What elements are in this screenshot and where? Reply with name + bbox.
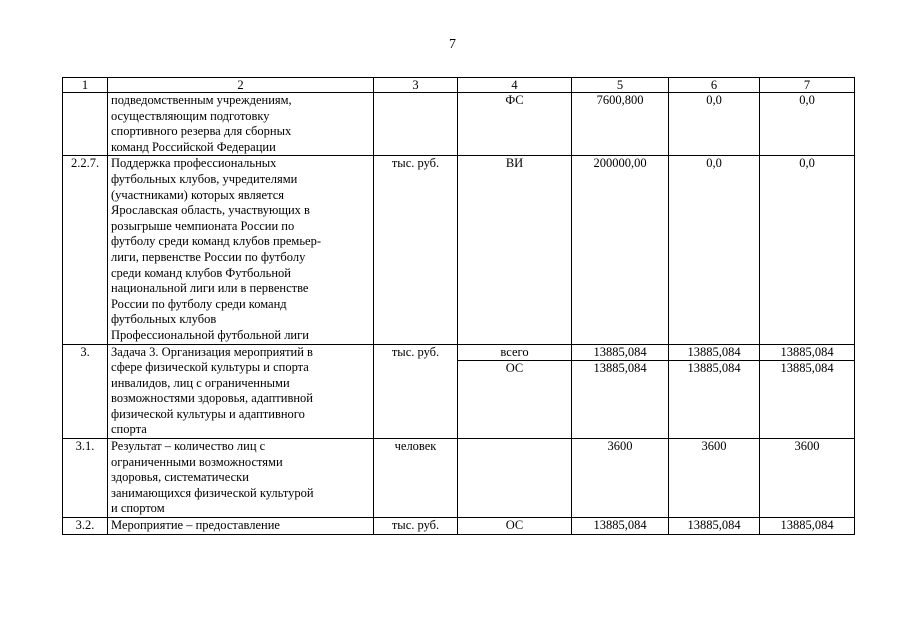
row-value-6: 13885,084 xyxy=(669,518,760,535)
description-line: занимающихся физической культурой xyxy=(111,485,314,500)
description-line: сфере физической культуры и спорта xyxy=(111,360,309,375)
description-line: среди команд клубов Футбольной xyxy=(111,265,291,280)
description-line: футболу среди команд клубов премьер- xyxy=(111,234,322,249)
table-row xyxy=(63,156,855,344)
row-description xyxy=(108,156,374,344)
row-unit: человек xyxy=(374,439,458,518)
row-unit: тыс. руб. xyxy=(374,518,458,535)
description-line: спорта xyxy=(111,422,147,437)
row-value-6: 3600 xyxy=(669,439,760,518)
column-header: 2 xyxy=(108,78,374,93)
table-row xyxy=(63,344,855,361)
row-value-5: 7600,800 xyxy=(572,93,669,156)
description-line: Мероприятие – предоставление xyxy=(111,518,280,533)
row-number: 3.1. xyxy=(63,439,108,518)
row-number xyxy=(63,93,108,156)
row-source: ВИ xyxy=(458,156,572,344)
column-header: 3 xyxy=(374,78,458,93)
row-number: 2.2.7. xyxy=(63,156,108,344)
row-source: ОС xyxy=(458,361,572,439)
row-description xyxy=(108,518,374,535)
row-value-5: 13885,084 xyxy=(572,344,669,361)
column-header: 6 xyxy=(669,78,760,93)
row-description xyxy=(108,344,374,439)
row-number: 3.2. xyxy=(63,518,108,535)
table-row xyxy=(63,518,855,535)
row-value-6: 13885,084 xyxy=(669,361,760,439)
description-line: Профессиональной футбольной лиги xyxy=(111,327,309,342)
description-line: Ярославская область, участвующих в xyxy=(111,203,310,218)
column-header: 4 xyxy=(458,78,572,93)
row-source: всего xyxy=(458,344,572,361)
row-value-5: 3600 xyxy=(572,439,669,518)
row-value-7: 13885,084 xyxy=(760,344,855,361)
description-line: подведомственным учреждениям, xyxy=(111,93,292,107)
description-line: Поддержка профессиональных xyxy=(111,156,277,171)
column-header: 1 xyxy=(63,78,108,93)
row-source xyxy=(458,439,572,518)
row-value-6: 0,0 xyxy=(669,93,760,156)
row-unit xyxy=(374,93,458,156)
row-source: ОС xyxy=(458,518,572,535)
description-line: России по футболу среди команд xyxy=(111,296,287,311)
description-line: физической культуры и адаптивного xyxy=(111,406,305,421)
row-unit: тыс. руб. xyxy=(374,156,458,344)
row-number: 3. xyxy=(63,344,108,439)
row-value-7: 0,0 xyxy=(760,93,855,156)
row-value-7: 13885,084 xyxy=(760,518,855,535)
row-value-5: 13885,084 xyxy=(572,518,669,535)
description-line: здоровья, систематически xyxy=(111,470,249,485)
row-source: ФС xyxy=(458,93,572,156)
row-value-7: 13885,084 xyxy=(760,361,855,439)
row-value-5: 13885,084 xyxy=(572,361,669,439)
table-header-row xyxy=(63,78,855,93)
description-line: футбольных клубов, учредителями xyxy=(111,171,298,186)
column-header: 5 xyxy=(572,78,669,93)
row-value-7: 0,0 xyxy=(760,156,855,344)
column-header: 7 xyxy=(760,78,855,93)
table-row xyxy=(63,439,855,518)
description-line: футбольных клубов xyxy=(111,312,217,327)
description-line: команд Российской Федерации xyxy=(111,139,276,154)
row-description xyxy=(108,439,374,518)
row-value-7: 3600 xyxy=(760,439,855,518)
description-line: осуществляющим подготовку xyxy=(111,108,270,123)
row-value-6: 13885,084 xyxy=(669,344,760,361)
description-line: национальной лиги или в первенстве xyxy=(111,281,309,296)
description-line: (участниками) которых является xyxy=(111,187,284,202)
description-line: возможностями здоровья, адаптивной xyxy=(111,391,313,406)
description-line: розыгрыше чемпионата России по xyxy=(111,218,295,233)
description-line: и спортом xyxy=(111,501,165,516)
description-line: Результат – количество лиц с xyxy=(111,439,266,454)
budget-table xyxy=(62,77,855,535)
description-line: спортивного резерва для сборных xyxy=(111,124,292,139)
row-value-6: 0,0 xyxy=(669,156,760,344)
row-description xyxy=(108,93,374,156)
table-row xyxy=(63,93,855,156)
page-number: 7 xyxy=(449,37,456,52)
description-line: ограниченными возможностями xyxy=(111,454,283,469)
description-line: Задача 3. Организация мероприятий в xyxy=(111,344,313,359)
row-value-5: 200000,00 xyxy=(572,156,669,344)
description-line: инвалидов, лиц с ограниченными xyxy=(111,375,290,390)
row-unit: тыс. руб. xyxy=(374,344,458,439)
description-line: лиги, первенстве России по футболу xyxy=(111,249,306,264)
